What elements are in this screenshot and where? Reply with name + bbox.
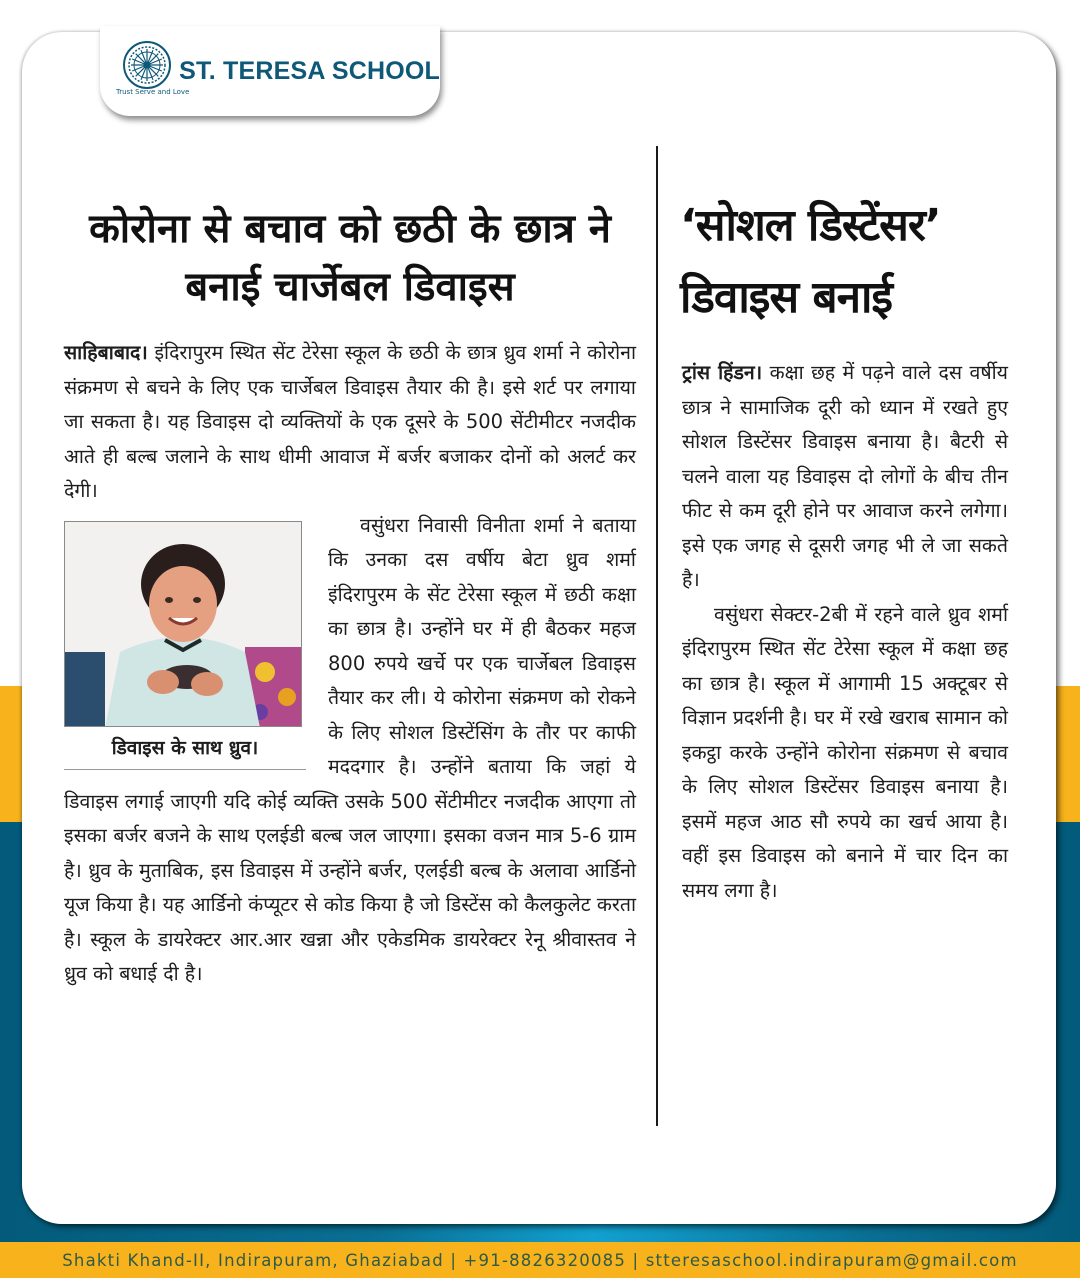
school-header	[100, 26, 440, 116]
right-headline-line-1: ‘सोशल डिस्टेंसर’	[680, 200, 941, 251]
left-headline: कोरोना से बचाव को छठी के छात्र ने बनाई चार्जेबल डिवाइस	[89, 206, 611, 310]
school-logo	[116, 40, 190, 102]
left-article-header	[64, 200, 636, 316]
left-paragraph-1	[64, 336, 636, 509]
student-photo	[64, 521, 302, 727]
left-article-body	[64, 336, 636, 992]
school-logo-icon	[122, 40, 172, 90]
logo-motto: Trust Serve and Love	[116, 88, 190, 96]
photo-caption: डिवाइस के साथ ध्रुव।	[64, 727, 306, 770]
photo-block	[64, 521, 306, 770]
school-name: ST. TERESA SCHOOL	[179, 56, 440, 85]
left-dateline: साहिबाबाद।	[64, 341, 148, 364]
left-paragraph-1-text: इंदिरापुरम स्थित सेंट टेरेसा स्कूल के छठी के छात्र ध्रुव शर्मा ने कोरोना संक्रमण से बचने के लिए एक चार्जेबल डिवाइस तैयार की है। इसे शर्ट पर लगाया जा सकता है। यह डिवाइस दो व्यक्तियों के एक दूसरे के 500 सेंटीमीटर नजदीक आते ही बल्ब जलाने के साथ धीमी आवाज में बर्जर बजाकर दोनों को अलर्ट कर देगी।	[64, 341, 636, 502]
right-paragraph-2: वसुंधरा सेक्टर-2बी में रहने वाले ध्रुव शर्मा इंदिरापुरम स्थित सेंट टेरेसा स्कूल में कक्षा छह का छात्र है। स्कूल में आगामी 15 अक्टूबर से विज्ञान प्रदर्शनी है। घर में रखे खराब सामान को इकट्ठा करके उन्होंने कोरोना संक्रमण से बचाव के लिए सोशल डिस्टेंसर डिवाइस बनाया है। इसमें महज आठ सौ रुपये का खर्च आया है। वहीं इस डिवाइस को बनाने में चार दिन का समय लगा है।	[682, 602, 1008, 902]
column-divider	[656, 146, 658, 1126]
footer-bar	[0, 1242, 1080, 1278]
right-dateline: ट्रांस हिंडन।	[682, 361, 763, 384]
left-paragraph-2: वसुंधरा निवासी विनीता शर्मा ने बताया कि उनका दस वर्षीय बेटा ध्रुव शर्मा इंदिरापुरम के सेंट टेरेसा स्कूल में छठी कक्षा का छात्र है। उन्होंने घर में ही बैठकर महज 800 रुपये खर्चे पर एक चार्जेबल डिवाइस तैयार कर ली। ये कोरोना संक्रमण को रोकने के लिए सोशल डिस्टेंसिंग के तौर पर काफी मददगार है। उन्होंने बताया कि जहां ये डिवाइस लगाई जाएगी यदि कोई व्यक्ति उसके 500 सेंटीमीटर नजदीक आएगा तो इसका बर्जर बजने के साथ एलईडी बल्ब जल जाएगा। इसका वजन मात्र 5-6 ग्राम है। ध्रुव के मुताबिक, इस डिवाइस में उन्होंने बर्जर, एलईडी बल्ब के अलावा आर्डिनो यूज किया है। यह आर्डिनो कंप्यूटर से कोड किया है जो डिस्टेंस को कैलकुलेट करता है। स्कूल के डायरेक्टर आर.आर खन्ना और एकेडमिक डायरेक्टर रेनू श्रीवास्तव ने ध्रुव को बधाई दी है।	[64, 513, 636, 985]
right-headline-line-2: डिवाइस बनाई	[680, 272, 893, 323]
right-article-header	[680, 190, 1010, 334]
right-paragraph-1	[682, 356, 1008, 598]
right-article-body	[682, 356, 1008, 908]
right-paragraph-1-text: कक्षा छह में पढ़ने वाले दस वर्षीय छात्र ने सामाजिक दूरी को ध्यान में रखते हुए सोशल डिस्टेंसर डिवाइस बनाया है। बैटरी से चलने वाला यह डिवाइस दो लोगों के बीच तीन फीट से कम दूरी होने पर आवाज करने लगेगा। इसे एक जगह से दूसरी जगह भी ले जा सकते है।	[682, 361, 1008, 591]
student-photo-illustration	[65, 522, 302, 727]
footer-contact-text: Shakti Khand-II, Indirapuram, Ghaziabad | +91-8826320085 | stteresaschool.indirapuram@gmail.com	[62, 1250, 1018, 1270]
